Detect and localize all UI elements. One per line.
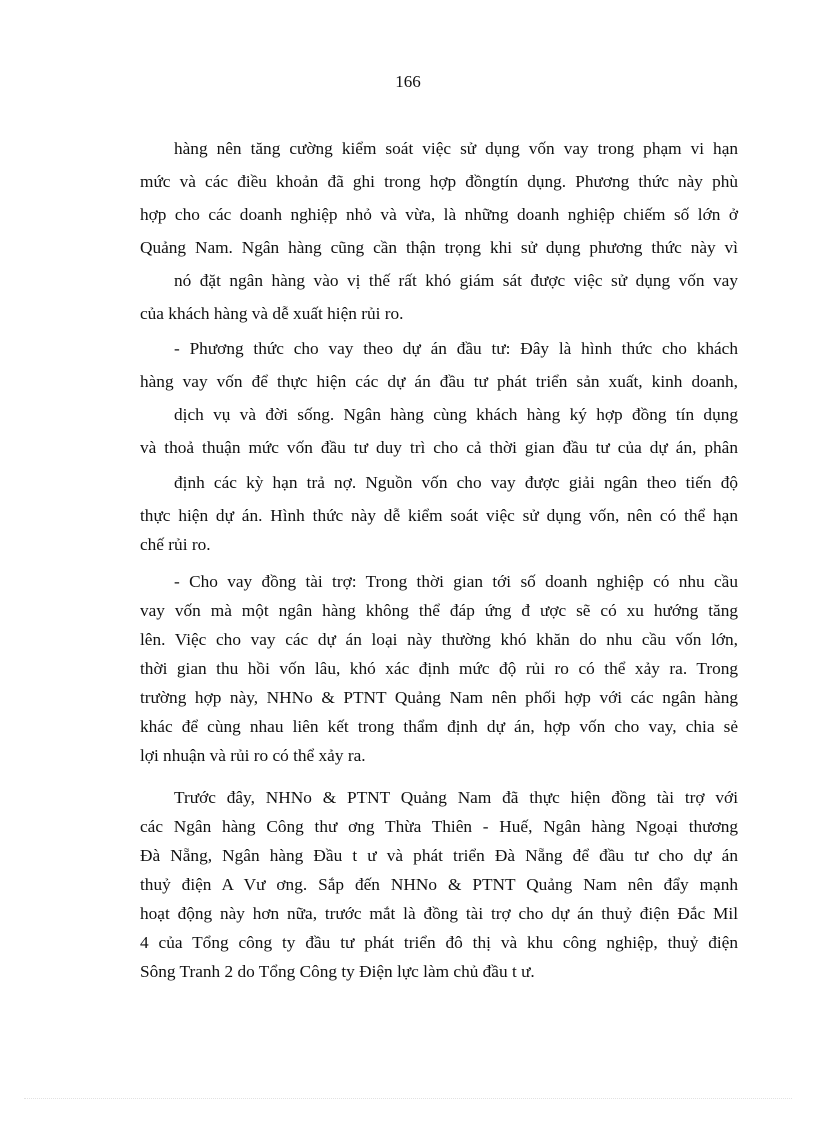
text-line: mức và các điều khoản đã ghi trong hợp đồngtín dụng. Phương thức này phù	[140, 172, 738, 191]
text-line: các Ngân hàng Công thư ơng Thừa Thiên - Huế, Ngân hàng Ngoại thương	[140, 817, 738, 836]
text-line: Trước đây, NHNo & PTNT Quảng Nam đã thực hiện đồng tài trợ với	[174, 788, 738, 807]
text-line: lợi nhuận và rủi ro có thể xảy ra.	[140, 746, 366, 765]
text-line: Quảng Nam. Ngân hàng cũng cần thận trọng khi sử dụng phương thức này vì	[140, 238, 738, 257]
text-line: thời gian thu hồi vốn lâu, khó xác định mức độ rủi ro có thể xảy ra. Trong	[140, 659, 738, 678]
text-line: Đà Nẵng, Ngân hàng Đầu t ư và phát triển Đà Nẵng để đầu tư cho dự án	[140, 846, 738, 865]
page-bottom-border	[24, 1098, 792, 1099]
text-line: vay vốn mà một ngân hàng không thể đáp ứng đ ược sẽ có xu hướng tăng	[140, 601, 738, 620]
page-number: 166	[395, 72, 421, 91]
text-line: trường hợp này, NHNo & PTNT Quảng Nam nên phối hợp với các ngân hàng	[140, 688, 738, 707]
text-line: - Phương thức cho vay theo dự án đầu tư: Đây là hình thức cho khách	[174, 339, 738, 358]
text-line: hàng nên tăng cường kiểm soát việc sử dụng vốn vay trong phạm vi hạn	[174, 139, 738, 158]
text-line: hoạt động này hơn nữa, trước mắt là đồng tài trợ cho dự án thuỷ điện Đắc Mil	[140, 904, 738, 923]
text-line: hàng vay vốn để thực hiện các dự án đầu tư phát triển sản xuất, kinh doanh,	[140, 372, 738, 391]
text-line: lên. Việc cho vay các dự án loại này thường khó khăn do nhu cầu vốn lớn,	[140, 630, 738, 649]
text-line: thuỷ điện A Vư ơng. Sắp đến NHNo & PTNT Quảng Nam nên đẩy mạnh	[140, 875, 738, 894]
text-line: thực hiện dự án. Hình thức này dễ kiểm soát việc sử dụng vốn, nên có thể hạn	[140, 506, 738, 525]
text-line: chế rủi ro.	[140, 535, 211, 554]
text-line: và thoả thuận mức vốn đầu tư duy trì cho cả thời gian đầu tư của dự án, phân	[140, 438, 738, 457]
text-line: của khách hàng và dễ xuất hiện rủi ro.	[140, 304, 404, 323]
text-line: 4 của Tổng công ty đầu tư phát triển đô thị và khu công nghiệp, thuỷ điện	[140, 933, 738, 952]
text-line: dịch vụ và đời sống. Ngân hàng cùng khách hàng ký hợp đồng tín dụng	[174, 405, 738, 424]
text-line: hợp cho các doanh nghiệp nhỏ và vừa, là những doanh nghiệp chiếm số lớn ở	[140, 205, 738, 224]
text-line: khác để cùng nhau liên kết trong thẩm định dự án, hợp vốn cho vay, chia sẻ	[140, 717, 738, 736]
text-line: nó đặt ngân hàng vào vị thế rất khó giám sát được việc sử dụng vốn vay	[174, 271, 738, 290]
text-line: - Cho vay đồng tài trợ: Trong thời gian tới số doanh nghiệp có nhu cầu	[174, 572, 738, 591]
text-line: định các kỳ hạn trả nợ. Nguồn vốn cho vay được giải ngân theo tiến độ	[174, 473, 738, 492]
text-line: Sông Tranh 2 do Tổng Công ty Điện lực làm chủ đầu t ư.	[140, 962, 535, 981]
